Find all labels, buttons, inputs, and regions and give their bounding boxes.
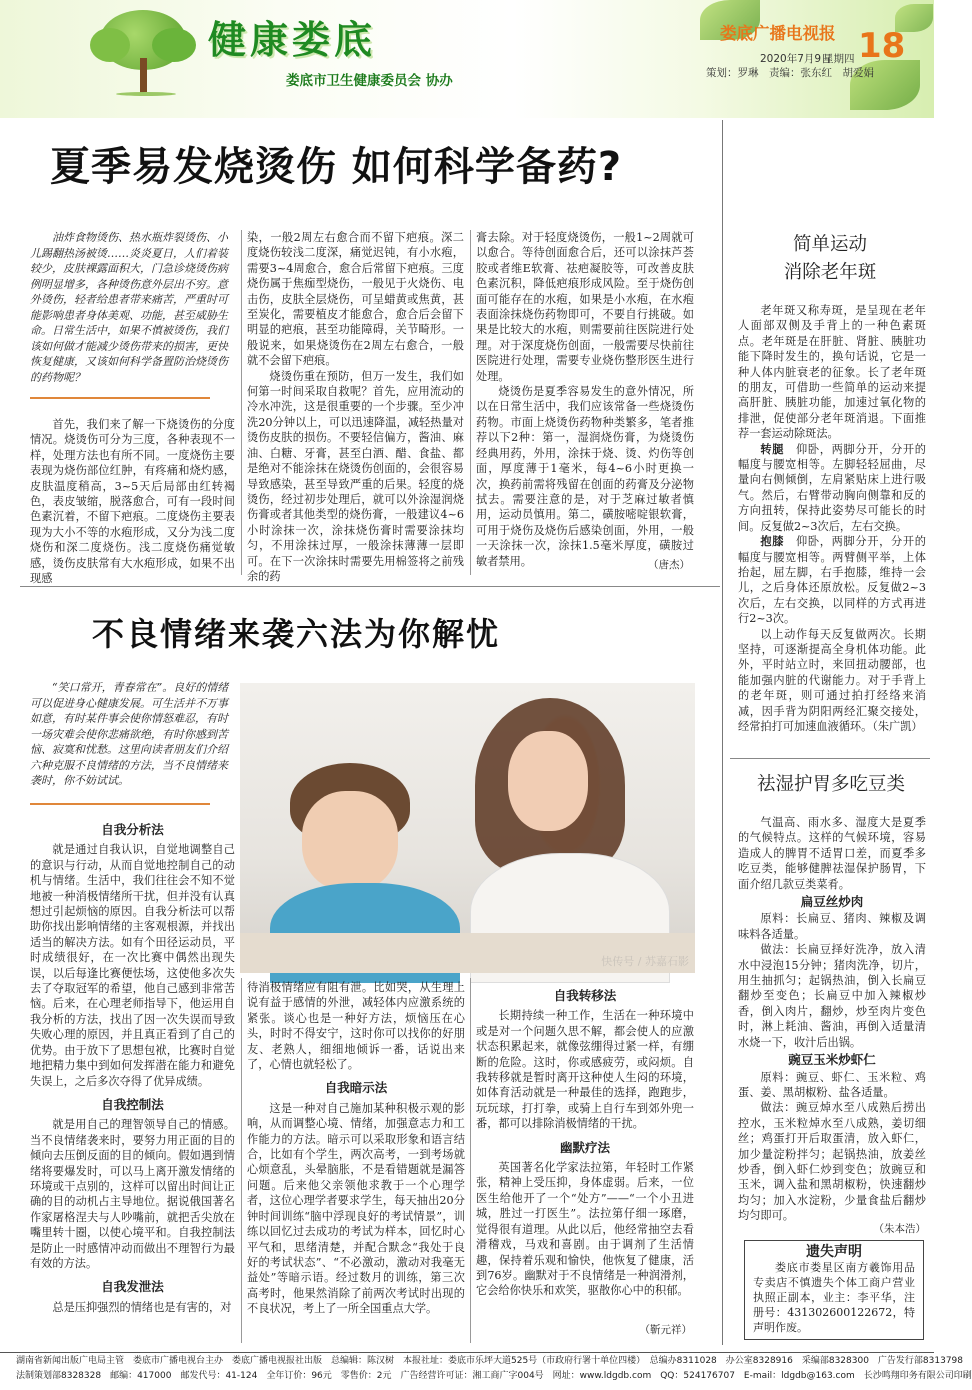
page-number: 18 xyxy=(858,26,906,66)
body-text: 英国著名化学家法拉第，年轻时工作紧张，精神上受压抑，身体虚弱。后来，一位医生给他开了一个“处方”——“一个小丑进城，胜过一打医生”。法拉第仔细一琢磨，觉得很有道理。从此以后，他经常抽空去看滑稽戏，马戏和喜剧。由于调剂了生活情趣，保持着乐观和愉快，他恢复了健康，活到76岁。幽默对于不良情绪是一种润滑剂，它会给你快乐和欢笑，驱散你心中的积郁。 xyxy=(476,1161,694,1298)
article2-column-2 xyxy=(247,980,465,1343)
exercise-label: 转腿 xyxy=(760,442,785,456)
column-divider xyxy=(470,978,471,1343)
body-text: 做法：长扁豆择好洗净，放入清水中浸泡15分钟；猪肉洗净，切片，用生抽抓匀；起锅热油，倒入长扁豆翻炒至变色；长扁豆中加入辣椒炒香，倒入肉片，翻炒，炒至肉片变色时，淋上耗油、酱油，再倒入适量清水烧一下，收汁后出锅。 xyxy=(738,943,926,1049)
subheading-self-analysis: 自我分析法 xyxy=(101,822,164,837)
body-text: 染，一般2周左右愈合而不留下疤痕。深二度烧伤较浅二度深，痛觉迟钝，有小水疱，需要3~4周愈合，愈合后常留下疤痕。三度烧伤属于焦痂型烧伤，一般见于火烧伤、电击伤，皮肤全层烧伤，可呈蜡黄或焦黄，甚至炭化，需要植皮才能愈合，愈合后会留下明显的疤痕，甚至功能障碍，关节畸形。一般说来，如果烧烫伤在2周左右愈合，一般就不会留下疤痕。 xyxy=(247,231,464,368)
body-text: 待消极情绪应有阻有泄。比如哭，从生理上说有益于感情的外泄，减轻体内应激系统的紧张。谈心也是一种好方法，烦恼压在心头，时时不得安宁，这时你可以找你的好朋友、老熟人，细细地倾诉一番，话说出来了，心情也就轻松了。 xyxy=(247,981,465,1072)
subheading-self-transfer: 自我转移法 xyxy=(553,988,617,1003)
article2-column-3 xyxy=(476,988,694,1338)
footer-line-2: 法制策划部8328328 邮编：417000 邮发代号：41-124 全年订价：96元 零售价：2元 广告经营许可证：湘工商广字004号 网址：www.ldgdb.com QQ：524176707 E-mail：ldgdb@163.com 长沙鸣翔印务有限公司印刷 xyxy=(16,1371,972,1381)
issue-date: 2020年7月9日 xyxy=(760,53,832,65)
article1-column-1 xyxy=(30,417,235,586)
sidebar1-title-line1: 简单运动 xyxy=(792,234,867,255)
column-divider xyxy=(241,230,242,575)
subheading-self-venting: 自我发泄法 xyxy=(101,1279,164,1295)
subheading-self-control: 自我控制法 xyxy=(101,1096,164,1112)
tree-illustration xyxy=(90,6,200,96)
article2-intro: “笑口常开，青春常在”。良好的情绪可以促进身心健康发展。可生活并不万事如意，有时某件事会使你情怒难忍，有时一场灾难会使你悲痛欲绝，有时你感到苦恼、寂寞和忧愁。这里向读者朋友们介绍六种克服不良情绪的方法，当不良情绪来袭时，你不妨试试。 xyxy=(30,681,229,787)
sidebar2-body xyxy=(738,815,926,1225)
sidebar1-title-line2: 消除老年斑 xyxy=(783,262,877,283)
sidebar-divider xyxy=(722,120,723,1345)
subheading-humor: 幽默疗法 xyxy=(559,1139,610,1155)
article1-column-2 xyxy=(247,230,464,583)
divider xyxy=(30,803,210,805)
body-text: 抱膝 仰卧，两脚分开，分开的幅度与腰宽相等。两臂侧平举，上体抬起，屈左脚，右手抱膝，维持一会儿，之后身体还原放松。反复做2~3次后，左右交换，以同样的方式再进行2~3次。 xyxy=(738,535,926,626)
column-title: 健康娄底 xyxy=(208,18,377,62)
article2-column-1 xyxy=(30,822,235,1342)
issue-weekday: 星期四 xyxy=(823,53,855,65)
lost-notice-text: 娄底市娄星区南方羲饰用品专卖店不慎遗失个体工商户营业执照正副本，业主：李平华，注册号：431302600122672，特声明作废。 xyxy=(753,1261,915,1335)
recipe-title: 豌豆玉米炒虾仁 xyxy=(788,1052,876,1068)
body-text: 长期持续一种工作，生活在一种环境中或是对一个问题久思不解，都会使人的应激状态积累起来，就像弦绷得过紧一样，有绷断的危险。这时，你或感疲劳，或闷烦。自我转移就是暂时离开这种使人生闷的环境，如体育活动就是一种最佳的选择，跑跑步，玩玩球，打打拳，或骑上自行车到郊外兜一番，都可以排除消极情绪的干扰。 xyxy=(476,1009,694,1131)
body-text: 转腿 仰卧，两脚分开，分开的幅度与腰宽相等。左脚轻轻屈曲，尽量向右侧倾倒，左肩紧贴床上进行吸气。然后，右臂带动胸向侧靠和反的方向扭转，保持此姿势尽可能长的时间。反复做2~3次后，左右交换。 xyxy=(738,442,926,533)
body-text: 老年斑又称寿斑，是呈现在老年人面部双侧及手背上的一种色素斑点。老年斑是在肝脏、肾脏、胰脏功能下降时发生的，换句话说，它是一种人体内脏衰老的征象。长了老年斑的朋友，可借助一些简单的运动来提高肝脏、胰脏功能，加速过氧化物的排泄，促使部分老年斑消退。下面推荐一套运动除斑法。 xyxy=(738,304,926,441)
body-text: 原料：长扁豆、猪肉、辣椒及调味料各适量。 xyxy=(738,912,926,941)
body-text: 气温高、雨水多、湿度大是夏季的气候特点。这样的气候环境，容易造成人的脾胃不适胃口差，而夏季多吃豆类，能够健脾祛湿保护肠胃，下面介绍几款豆类菜肴。 xyxy=(738,816,926,891)
body-text: 就是通过自我认识，自觉地调整自己的意识与行动，从而自觉地控制自己的动机与情绪。生活中，我们往往会不知不觉地被一种消极情绪所干扰，但并没有认真想过引起烦恼的原因。自我分析法可以帮助你找出影响情绪的主客观根源，并找出适当的解决方法。如有个田径运动员，平时成绩很好，在一次比赛中偶然出现失误，以后每逢比赛便怯场，这使他多次失去了夺取冠军的希望，他自己感到非常苦恼。后来，在心理老师指导下，他运用自我分析的方法，找出了因一次失误而导致失败心理的原因，并且真正看到了自己的优势。由于放下了思想包袱，比赛时自觉地把精力集中到如何发挥潜在能力和避免失误上，之后多次夺得了优异成绩。 xyxy=(30,843,235,1088)
body-text: 烧烫伤重在预防，但万一发生，我们如何第一时间采取自救呢？首先，应用流动的冷水冲洗，这是很重要的一个步骤。至少冲洗20分钟以上，可以迅速降温，减轻热量对烫伤皮肤的损伤。不要轻信偏方，酱油、麻油、白糖、牙膏，甚至白酒、醋、食盐、都是绝对不能涂抹在烧烫伤创面的，会很容易导致感染，甚至导致严重的后果。轻度的烧烫伤，经过初步处理后，就可以外涂湿润烧伤膏或者其他类型的烧伤膏，一般建议4~6小时涂抹一次，涂抹烧伤膏时需要涂抹均匀，不用涂抹过厚，一般涂抹薄薄一层即可。在下一次涂抹时需要先用棉签将之前残余的药 xyxy=(247,369,464,583)
paper-name: 娄底广播电视报 xyxy=(720,24,836,43)
body-text: 首先，我们来了解一下烧烫伤的分度情况。烧烫伤可分为三度，各种表现不一样，处理方法也有所不同。一度烧伤主要表现为烧伤部位红肿，有疼痛和烧灼感，皮肤温度稍高，3~5天后局部由红转褐色，表皮皱缩，脱落愈合，可有一段时间色素沉着，不留下疤痕。二度烧伤主要表现为大小不等的水疱形成，又分为浅二度烧伤和深二度烧伤。浅二度烧伤痛觉敏感，烫伤皮肤常有大水疱形成，如果不出现感 xyxy=(30,418,235,586)
photo-watermark: 快传号 / 苏嘉石影 xyxy=(601,954,689,968)
column-divider xyxy=(470,230,471,575)
editors: 策划：罗琳 责编：张东红 胡爱娟 xyxy=(706,67,874,79)
footer-line-1: 湖南省新闻出版广电局主管 娄底市广播电视台主办 娄底广播电视报社出版 总编辑：陈汉树 本报社址：娄底市乐坪大道525号（市政府行署十单位四楼） 总编办8311028 办公室8328916 采编部8328300 广告发行部8313798 xyxy=(16,1356,964,1366)
section-divider xyxy=(20,586,720,587)
sidebar1-author: （朱广凯） xyxy=(872,719,923,733)
divider xyxy=(30,397,210,399)
masthead xyxy=(0,0,934,118)
section-divider xyxy=(730,758,930,759)
article1-headline: 夏季易发烧烫伤 如何科学备药? xyxy=(50,144,623,190)
lost-notice-box xyxy=(744,1240,924,1340)
body-text: 这是一种对自己施加某种积极示观的影响，从而调整心境、情绪，加强意志力和工作能力的方法。暗示可以采取形象和语言结合，比如有个学生，两次高考，一到考场就心烦意乱，头晕脑胀，不是看错题就是漏答问题。后来他父亲领他求教于一个心理学者，这位心理学者要求学生，每天抽出20分钟时间训练“脑中浮现良好的考试情景”，训练以回忆过去成功的考试为样本，回忆时心平气和，思绪清楚，并配合默念“我处于良好的考试状态”、“不必激动，激动对我毫无益处”等暗示语。经过数月的训练，第三次高考时，他果然消除了前两次考试时出现的不良状况，考上了一所全国重点大学。 xyxy=(247,1101,465,1316)
body-text: 总是压抑强烈的情绪也是有害的，对 xyxy=(52,1300,232,1314)
recipe-title: 扁豆丝炒肉 xyxy=(800,894,864,910)
body-text: 原料：豌豆、虾仁、玉米粒、鸡蛋、姜、黑胡椒粉、盐各适量。 xyxy=(738,1070,926,1099)
footer-rule xyxy=(0,1352,934,1353)
body-text: 烧烫伤是夏季容易发生的意外情况，所以在日常生活中，我们应该常备一些烧烫伤药物。市面上烧烫伤药物种类繁多，笔者推荐以下2种：第一，湿润烧伤膏，为烧烫伤经典用药，外用，涂抹于烧、烫、灼伤等创面，厚度薄于1毫米，每4~6小时更换一次，换药前需将残留在创面的药膏及分泌物拭去。需要注意的是，对于芝麻过敏者慎用，运动员慎用。第二，磺胺嘧啶银软膏，可用于烧伤及烧伤后感染创面，外用，一般一天涂抹一次，涂抹1.5毫米厚度，磺胺过敏者禁用。 xyxy=(476,385,694,568)
lost-notice-title: 遗失声明 xyxy=(806,1244,862,1260)
body-text: 以上动作每天反复做两次。长期坚持，可逐渐提高全身机体功能。此外，平时站立时，来回扭动腰部，也能加强内脏的代谢能力。对于手背上的老年斑，则可通过拍打经络来消减，因手背为阴阳两经汇聚交接处，经常拍打可加速血液循环。（朱广凯） xyxy=(738,627,926,733)
exercise-label: 抱膝 xyxy=(760,535,785,549)
mother-child-photo xyxy=(240,683,695,973)
article1-author: （唐杰） xyxy=(648,559,690,571)
article1-intro: 油炸食物烫伤、热水瓶炸裂烫伤、小儿踢翻热汤被烫……炎炎夏日，人们着装较少，皮肤裸露面积大，门急诊烧烫伤病例明显增多，各种烫伤意外层出不穷。意外烫伤，轻者给患者带来痛苦，严重时可能影响患者身体美观、功能，甚至威胁生命。日常生活中，如果不慎被烫伤，我们该如何做才能减少烫伤带来的损害，更快恢复健康，又该如何科学备置防治烧烫伤的药物呢？ xyxy=(30,231,228,384)
body-text: 膏去除。对于轻度烧烫伤，一般1~2周就可以愈合。等待创面愈合后，还可以涂抹芦荟胶或者维E软膏、祛疤凝胶等，可改善皮肤色素沉积，降低疤痕形成风险。至于烧伤创面可能存在的水疱，如果是小水疱，在水疱表面涂抹烧伤药物即可，不要自行挑破。如果是比较大的水疱，则需要前往医院进行处理。对于深度烧伤创面，一般需要尽快前往医院进行处理，需要专业烧伤整形医生进行处理。 xyxy=(476,231,694,383)
sidebar1-body xyxy=(738,303,926,748)
sidebar2-author: （朱本浩） xyxy=(873,1223,926,1235)
subheading-self-suggestion: 自我暗示法 xyxy=(324,1080,388,1096)
column-divider xyxy=(241,978,242,1343)
article2-author: （靳元祥） xyxy=(639,1324,692,1336)
sidebar2-title: 祛湿护胃多吃豆类 xyxy=(756,774,905,795)
article2-headline: 不良情绪来袭六法为你解忧 xyxy=(92,615,501,653)
body-text: 做法：豌豆焯水至八成熟后捞出控水，玉米粒焯水至八成熟，姜切细丝；鸡蛋打开后取蛋清，放入虾仁，加少量淀粉拌匀；起锅热油，放姜丝炒香，倒入虾仁炒到变色；放豌豆和玉米，调入盐和黑胡椒粉，快速翻炒均匀；加入水淀粉，少量食盐后翻炒均匀即可。 xyxy=(738,1101,926,1223)
body-text: 就是用自己的理智领导自己的情感。当不良情绪袭来时，要努力用正面的目的倾向去压倒反面的目的倾向。假如遇到情绪将要爆发时，可以马上离开激发情绪的环境或干点别的，这样可以留出时间让正确的目的动机占主导地位。据说俄国著名作家屠格涅夫与人吵嘴前，就把舌尖放在嘴里转十圈，以使心境平和。自我控制法是防止一时感情冲动而做出不理智行为最有效的方法。 xyxy=(30,1118,235,1270)
cosponsor: 娄底市卫生健康委员会 协办 xyxy=(286,73,453,89)
